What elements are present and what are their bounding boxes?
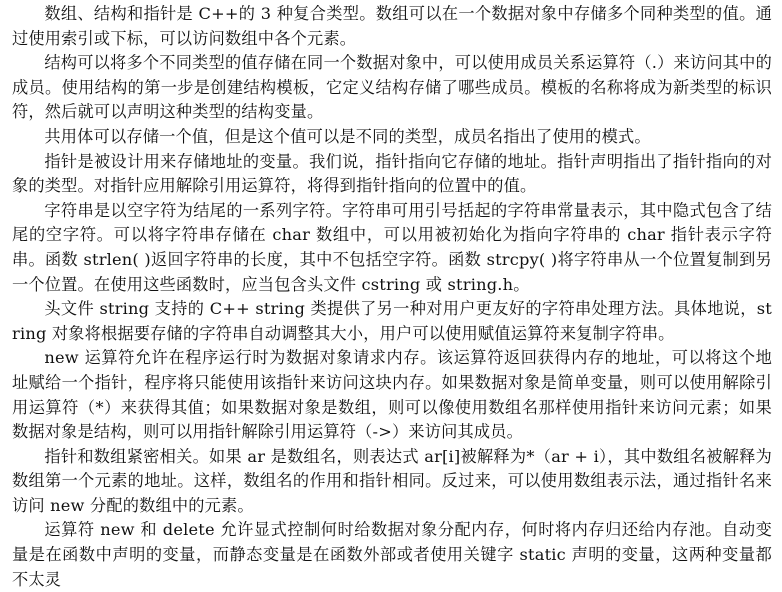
paragraph-string-class: 头文件 string 支持的 C++ string 类提供了另一种对用户更友好的字符串处理方法。具体地说，string 对象将根据要存储的字符串自动调整其大小，用户可以使用赋值运算符来复制字符串。 — [12, 299, 772, 343]
paragraph-composite-types: 数组、结构和指针是 C++的 3 种复合类型。数组可以在一个数据对象中存储多个同种类型的值。通过使用索引或下标，可以访问数组中各个元素。 — [12, 4, 772, 48]
paragraph-new-delete: 运算符 new 和 delete 允许显式控制何时给数据对象分配内存，何时将内存归还给内存池。自动变量是在函数中声明的变量，而静态变量是在函数外部或者使用关键字 static 声明的变量，这两种变量都不太灵 — [12, 520, 772, 589]
paragraph-pointers-arrays: 指针和数组紧密相关。如果 ar 是数组名，则表达式 ar[i]被解释为*（ar + i），其中数组名被解释为数组第一个元素的地址。这样，数组名的作用和指针相同。反过来，可以使用数组表示法，通过指针名来访问 new 分配的数组中的元素。 — [12, 446, 772, 515]
paragraph-unions: 共用体可以存储一个值，但是这个值可以是不同的类型，成员名指出了使用的模式。 — [44, 126, 651, 146]
paragraph-pointers: 指针是被设计用来存储地址的变量。我们说，指针指向它存储的地址。指针声明指出了指针指向的对象的类型。对指针应用解除引用运算符，将得到指针指向的位置中的值。 — [12, 151, 772, 196]
paragraph-strings: 字符串是以空字符为结尾的一系列字符。字符串可用引号括起的字符串常量表示，其中隐式包含了结尾的空字符。可以将字符串存储在 char 数组中，可以用被初始化为指向字符串的 char 指针表示字符串。函数 strlen( )返回字符串的长度，其中不包括空字符。函数 strcpy( )将字符串从一个位置复制到另一个位置。在使用这些函数时，应当包含头文件 cstring 或 string.h。 — [12, 200, 772, 294]
paragraph-new-operator: new 运算符允许在程序运行时为数据对象请求内存。该运算符返回获得内存的地址，可以将这个地址赋给一个指针，程序将只能使用该指针来访问这块内存。如果数据对象是简单变量，则可以使用解除引用运算符（*）来获得其值；如果数据对象是数组，则可以像使用数组名那样使用指针来访问元素；如果数据对象是结构，则可以用指针解除引用运算符（->）来访问其成员。 — [12, 348, 772, 442]
paragraph-structures: 结构可以将多个不同类型的值存储在同一个数据对象中，可以使用成员关系运算符（.）来访问其中的成员。使用结构的第一步是创建结构模板，它定义结构存储了哪些成员。模板的名称将成为新类型的标识符，然后就可以声明这种类型的结构变量。 — [12, 53, 772, 122]
